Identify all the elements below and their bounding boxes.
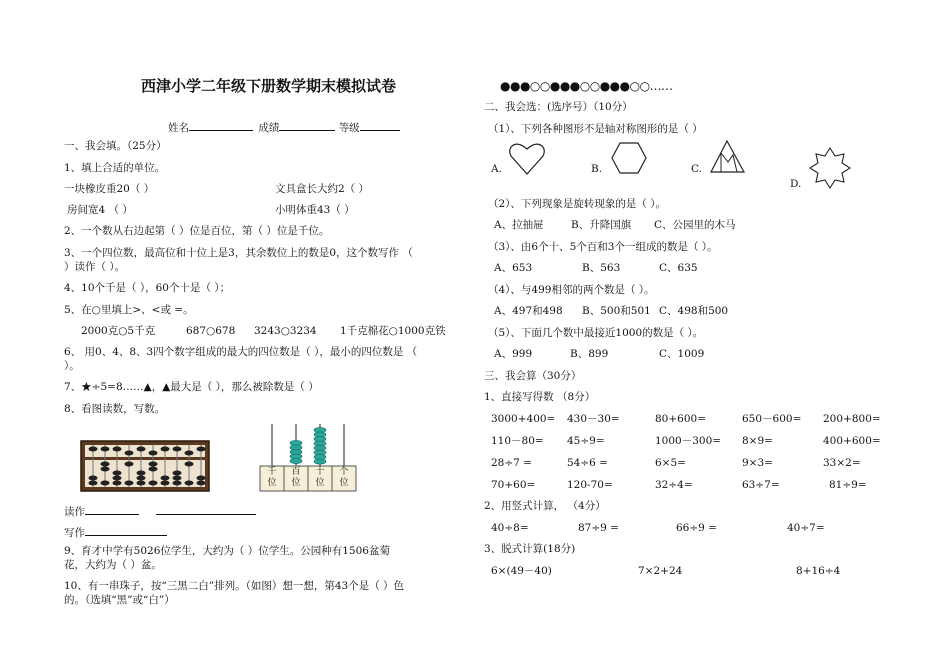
- calc-item: 6×5=: [655, 457, 686, 469]
- heart-shape-icon: [508, 141, 546, 177]
- choice-3-option-a: A、653: [494, 262, 533, 274]
- section-3-heading: 三、我会算（30分）: [484, 370, 582, 382]
- section-2-heading: 二、我会选：(选序号）（10分）: [484, 101, 633, 113]
- calc-item: 8×9=: [742, 435, 773, 447]
- calc-item: 120-70=: [567, 479, 613, 491]
- score-label: 成绩: [258, 122, 280, 134]
- choice-5-option-a: A、999: [494, 348, 533, 360]
- choice-4-option-b: B、500和501: [582, 305, 651, 317]
- calc-part-2: 2、用竖式计算， （4分）: [484, 500, 606, 512]
- calc-item: 1000－300=: [655, 435, 722, 447]
- choice-4-option-a: A、497和498: [494, 305, 563, 317]
- choice-2: （2）、下列现象是旋转现象的是（ ）。: [488, 198, 667, 210]
- page-title: 西津小学二年级下册数学期末模拟试卷: [141, 77, 397, 95]
- abacus-image: [80, 440, 210, 492]
- star-shape-icon: [809, 147, 851, 189]
- question-5c: 3243○3234: [254, 325, 317, 337]
- step-calc-item: 6×(49－40): [491, 565, 552, 577]
- write-as-blank[interactable]: [85, 524, 167, 536]
- question-5d: 1千克棉花○1000克铁: [340, 325, 446, 337]
- read-as-blank-2[interactable]: [156, 503, 256, 515]
- calc-item: 32÷4=: [655, 479, 693, 491]
- step-calc-item: 7×2+24: [638, 565, 683, 577]
- step-calc-item: 8+16÷4: [796, 565, 841, 577]
- choice-3-option-b: B、563: [582, 262, 621, 274]
- choice-5: （5）、下面几个数中最接近1000的数是（ ）。: [488, 327, 704, 339]
- calc-item: 81÷9=: [829, 479, 867, 491]
- name-label: 姓名: [168, 122, 189, 134]
- name-blank[interactable]: [189, 119, 253, 131]
- question-10-line1: 10、有一串珠子，按“三黑二白”排列。（如图）想一想，第43个是（ ）色: [64, 580, 405, 592]
- write-as-line: [64, 524, 167, 540]
- read-as-blank-1[interactable]: [85, 503, 139, 515]
- vertical-calc-item: 66÷9 =: [676, 522, 717, 534]
- vertical-calc-item: 87÷9 =: [578, 522, 619, 534]
- calc-item: 400+600=: [823, 435, 881, 447]
- question-6-line1: 6、 用0、4、8、3四个数字组成的最大的四位数是（ ），最小的四位数是 （: [64, 346, 418, 358]
- calc-part-3: 3、脱式计算(18分): [484, 543, 576, 555]
- calc-part-1: 1、直接写得数 （8分）: [484, 391, 596, 403]
- calc-item: 3000+400=: [491, 413, 556, 425]
- grade-blank[interactable]: [360, 119, 400, 131]
- calc-item: 33×2=: [823, 457, 861, 469]
- choice-1: （1）、下列各种图形不是轴对称图形的是（ ）: [488, 123, 703, 135]
- choice-3: （3）、由6个十、5个百和3个一组成的数是（ ）。: [488, 241, 718, 253]
- question-4: 4、10个千是（ ），60个十是（ ）；: [64, 282, 231, 294]
- question-3-line1: 3、一个四位数，最高位和十位上是3，其余数位上的数是0，这个数写作 （: [64, 247, 413, 259]
- calc-item: 54÷6 =: [567, 457, 608, 469]
- choice-5-option-b: B、899: [570, 348, 609, 360]
- vertical-calc-item: 40÷8=: [491, 522, 529, 534]
- triangle-shape-icon: [710, 140, 746, 174]
- question-6-line2: ）。: [64, 360, 80, 372]
- grade-label: 等级: [338, 122, 360, 134]
- section-1-heading: 一、我会填。（25分）: [64, 140, 167, 152]
- question-3-line2: ）读作（ ）。: [64, 261, 126, 273]
- bead-pattern: ●●●○○●●●○○●●●○○……: [500, 79, 673, 93]
- question-1: 1、填上合适的单位。: [64, 162, 166, 174]
- calc-item: 28÷7 =: [491, 457, 532, 469]
- choice-3-option-c: C、635: [659, 262, 698, 274]
- read-as-line: [64, 503, 256, 519]
- question-1a: 一块橡皮重20（ ）: [64, 183, 155, 195]
- calc-item: 110－80=: [491, 435, 544, 447]
- choice-5-option-c: C、1009: [659, 348, 705, 360]
- question-1d: 小明体重43（ ）: [275, 204, 355, 216]
- question-10-line2: 的。（选填“黑”或“白”）: [64, 594, 175, 606]
- calc-item: 45÷9=: [567, 435, 605, 447]
- question-7: 7、★÷5=8……▲，▲最大是（ ），那么被除数是（ ）: [64, 381, 319, 393]
- hexagon-shape-icon: [611, 142, 647, 174]
- calc-item: 9×3=: [742, 457, 773, 469]
- choice-4: （4）、与499相邻的两个数是（ ）。: [488, 284, 655, 296]
- calc-item: 63÷7=: [742, 479, 780, 491]
- question-5: 5、在○里填上>、<或 =。: [64, 304, 194, 316]
- question-2: 2、一个数从右边起第（ ）位是百位，第（ ）位是千位。: [64, 225, 330, 237]
- choice-2-option-c: C、公园里的木马: [654, 219, 736, 231]
- abacus-label-tens: 十位: [315, 467, 325, 488]
- calc-item: 430－30=: [567, 413, 620, 425]
- score-blank[interactable]: [279, 119, 335, 131]
- question-1c: 房间宽4 （ ）: [67, 204, 133, 216]
- write-as-label: 写作: [64, 527, 85, 539]
- calc-item: 70+60=: [491, 479, 536, 491]
- choice-4-option-c: C、498和500: [659, 305, 729, 317]
- question-5b: 687○678: [186, 325, 236, 337]
- student-info-line: [168, 119, 400, 135]
- question-9-line2: 花，大约为（ ）盆。: [64, 559, 162, 571]
- choice-2-option-b: B、升降国旗: [571, 219, 632, 231]
- question-1b: 文具盒长大约2（ ）: [275, 183, 370, 195]
- read-as-label: 读作: [64, 506, 85, 518]
- abacus-label-ones: 个位: [339, 467, 349, 488]
- calc-item: 80+600=: [655, 413, 706, 425]
- question-9-line1: 9、育才中学有5026位学生，大约为（ ）位学生。公园种有1506盆菊: [64, 545, 390, 557]
- question-5a: 2000克○5千克: [81, 325, 156, 337]
- calc-item: 200+800=: [823, 413, 881, 425]
- choice-2-option-a: A、拉抽屉: [494, 219, 544, 231]
- choice-1-option-d: D.: [790, 178, 802, 190]
- abacus-label-hundreds: 百位: [291, 467, 301, 488]
- calc-item: 650－600=: [742, 413, 802, 425]
- choice-1-option-a: A.: [491, 163, 502, 175]
- question-8: 8、看图读数，写数。: [64, 403, 166, 415]
- vertical-calc-item: 40÷7=: [787, 522, 825, 534]
- choice-1-option-c: C.: [691, 163, 702, 175]
- choice-1-option-b: B.: [591, 163, 603, 175]
- abacus-label-thousands: 千位: [267, 467, 277, 488]
